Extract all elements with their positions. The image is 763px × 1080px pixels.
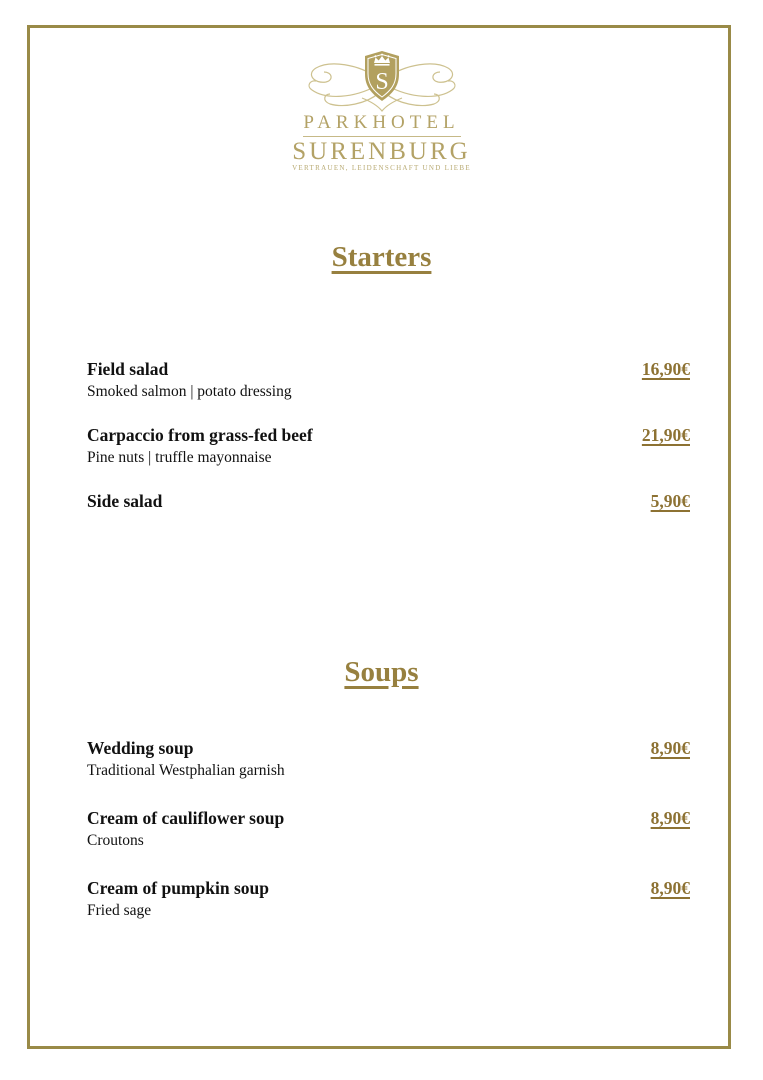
menu-item-price: 21,90€: [641, 425, 690, 445]
menu-item-name: Field salad: [87, 359, 169, 379]
section-title-soups: Soups: [344, 656, 419, 688]
brand-name-line1: PARKHOTEL: [303, 112, 460, 133]
brand-tagline: VERTRAUEN, LEIDENSCHAFT UND LIEBE: [292, 164, 471, 172]
menu-item-price: 5,90€: [650, 491, 690, 511]
menu-item-description: Traditional Westphalian garnish: [87, 762, 285, 779]
menu-item-price: 8,90€: [650, 738, 690, 758]
starters-item-list: [87, 358, 690, 534]
crest-shield-crown-icon: [302, 44, 462, 112]
menu-item-description: Croutons: [87, 832, 144, 849]
menu-item-price: 16,90€: [641, 359, 690, 379]
menu-item: [87, 807, 690, 852]
menu-item-description: Fried sage: [87, 902, 152, 919]
menu-item-price: 8,90€: [650, 878, 690, 898]
menu-item-description: Smoked salmon | potato dressing: [87, 383, 292, 400]
menu-item: [87, 358, 690, 403]
soups-item-list: [87, 737, 690, 947]
section-title-starters: Starters: [331, 241, 432, 273]
menu-item-name: Wedding soup: [87, 738, 194, 758]
brand-name-line2: SURENBURG: [292, 138, 471, 165]
menu-item-description: Pine nuts | truffle mayonnaise: [87, 449, 272, 466]
menu-item-name: Carpaccio from grass-fed beef: [87, 425, 313, 445]
menu-item-name: Cream of cauliflower soup: [87, 808, 285, 828]
menu-item: [87, 424, 690, 469]
menu-item: [87, 490, 690, 513]
brand-divider: [303, 136, 461, 137]
menu-item: [87, 877, 690, 922]
menu-item: [87, 737, 690, 782]
menu-item-price: 8,90€: [650, 808, 690, 828]
monogram-letter: S: [374, 69, 389, 95]
brand-logo: [0, 44, 763, 117]
menu-item-name: Cream of pumpkin soup: [87, 878, 270, 898]
menu-item-name: Side salad: [87, 491, 163, 511]
